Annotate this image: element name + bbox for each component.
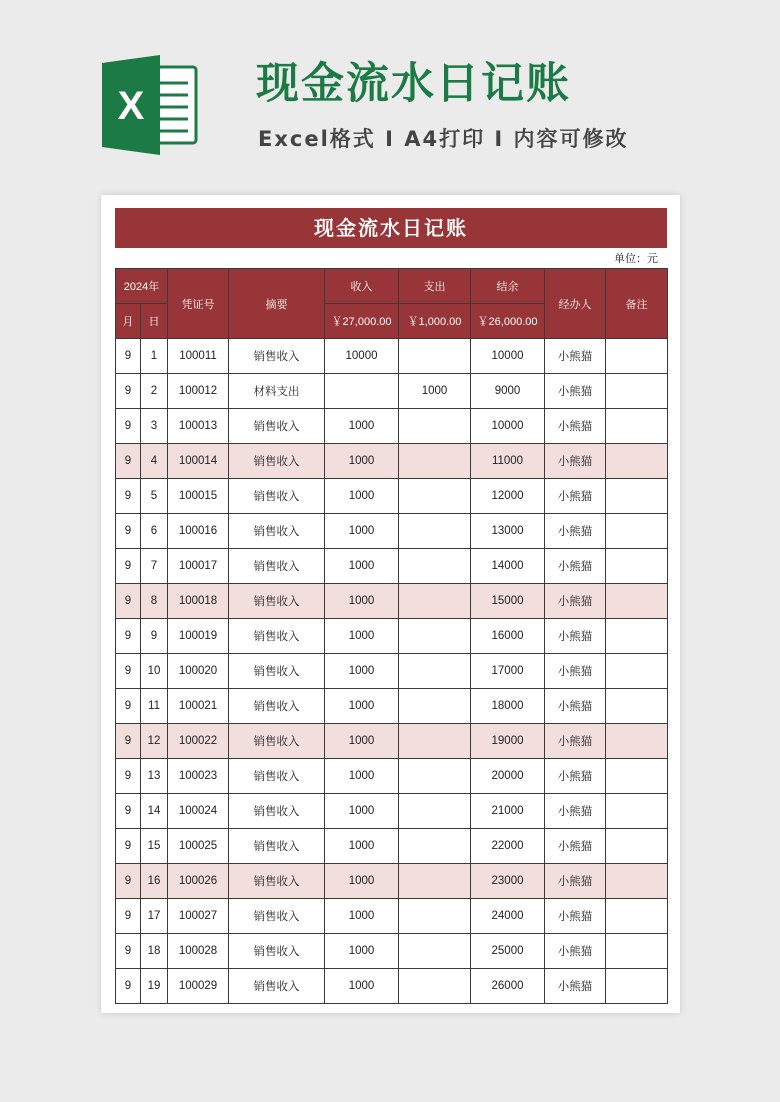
cell-balance[interactable]: 20000 bbox=[471, 759, 545, 794]
header-balance: 结余 bbox=[471, 269, 545, 304]
cell-summary[interactable]: 销售收入 bbox=[229, 619, 325, 654]
cell-balance[interactable]: 23000 bbox=[471, 864, 545, 899]
cell-expense[interactable] bbox=[399, 444, 471, 479]
cell-income[interactable]: 1000 bbox=[325, 654, 399, 689]
table-row bbox=[116, 619, 668, 654]
banner-title: 现金流水日记账 bbox=[256, 59, 571, 109]
cell-income[interactable]: 1000 bbox=[325, 759, 399, 794]
cell-handler[interactable]: 小熊猫 bbox=[545, 549, 606, 584]
cell-handler[interactable]: 小熊猫 bbox=[545, 654, 606, 689]
cell-day[interactable]: 9 bbox=[141, 619, 168, 654]
cell-summary[interactable]: 销售收入 bbox=[229, 444, 325, 479]
table-row bbox=[116, 339, 668, 374]
cell-handler[interactable]: 小熊猫 bbox=[545, 479, 606, 514]
cell-note[interactable] bbox=[606, 584, 668, 619]
cell-balance[interactable]: 26000 bbox=[471, 969, 545, 1004]
cell-handler[interactable]: 小熊猫 bbox=[545, 759, 606, 794]
cell-handler[interactable]: 小熊猫 bbox=[545, 584, 606, 619]
cell-day[interactable]: 3 bbox=[141, 409, 168, 444]
table-row bbox=[116, 794, 668, 829]
excel-logo-icon bbox=[100, 55, 198, 155]
cell-month[interactable]: 9 bbox=[116, 479, 141, 514]
cell-note[interactable] bbox=[606, 724, 668, 759]
cell-balance[interactable]: 13000 bbox=[471, 514, 545, 549]
cell-note[interactable] bbox=[606, 934, 668, 969]
cell-day[interactable]: 11 bbox=[141, 689, 168, 724]
table-row bbox=[116, 864, 668, 899]
ledger-sheet bbox=[101, 195, 680, 1013]
cell-voucher[interactable]: 100011 bbox=[168, 339, 229, 374]
table-row bbox=[116, 969, 668, 1004]
cell-note[interactable] bbox=[606, 514, 668, 549]
cell-income[interactable]: 1000 bbox=[325, 864, 399, 899]
cell-handler[interactable]: 小熊猫 bbox=[545, 374, 606, 409]
cell-day[interactable]: 17 bbox=[141, 899, 168, 934]
cell-note[interactable] bbox=[606, 409, 668, 444]
cell-income[interactable]: 1000 bbox=[325, 829, 399, 864]
cell-handler[interactable]: 小熊猫 bbox=[545, 444, 606, 479]
cell-note[interactable] bbox=[606, 479, 668, 514]
table-row bbox=[116, 549, 668, 584]
table-row bbox=[116, 444, 668, 479]
cell-day[interactable]: 12 bbox=[141, 724, 168, 759]
cell-balance[interactable]: 24000 bbox=[471, 899, 545, 934]
cell-expense[interactable] bbox=[399, 899, 471, 934]
cell-income[interactable]: 10000 bbox=[325, 339, 399, 374]
cell-month[interactable]: 9 bbox=[116, 829, 141, 864]
header-handler: 经办人 bbox=[545, 269, 606, 339]
cell-handler[interactable]: 小熊猫 bbox=[545, 724, 606, 759]
cell-balance[interactable]: 12000 bbox=[471, 479, 545, 514]
cell-income[interactable]: 1000 bbox=[325, 899, 399, 934]
logo-letter: X bbox=[117, 84, 145, 128]
cell-note[interactable] bbox=[606, 864, 668, 899]
cell-expense[interactable] bbox=[399, 969, 471, 1004]
cell-month[interactable]: 9 bbox=[116, 374, 141, 409]
unit-label: 单位：元 bbox=[614, 252, 658, 265]
cell-note[interactable] bbox=[606, 339, 668, 374]
cell-income[interactable]: 1000 bbox=[325, 409, 399, 444]
cell-day[interactable]: 5 bbox=[141, 479, 168, 514]
cell-balance[interactable]: 17000 bbox=[471, 654, 545, 689]
cell-expense[interactable] bbox=[399, 619, 471, 654]
table-row bbox=[116, 409, 668, 444]
header-summary: 摘要 bbox=[229, 269, 325, 339]
cell-voucher[interactable]: 100013 bbox=[168, 409, 229, 444]
cell-voucher[interactable]: 100022 bbox=[168, 724, 229, 759]
cell-note[interactable] bbox=[606, 829, 668, 864]
expense-total: ￥1,000.00 bbox=[399, 304, 471, 339]
cell-balance[interactable]: 14000 bbox=[471, 549, 545, 584]
cell-day[interactable]: 18 bbox=[141, 934, 168, 969]
cell-day[interactable]: 6 bbox=[141, 514, 168, 549]
cell-voucher[interactable]: 100019 bbox=[168, 619, 229, 654]
cell-balance[interactable]: 16000 bbox=[471, 619, 545, 654]
cell-voucher[interactable]: 100025 bbox=[168, 829, 229, 864]
cell-summary[interactable]: 销售收入 bbox=[229, 584, 325, 619]
cell-handler[interactable]: 小熊猫 bbox=[545, 864, 606, 899]
cell-summary[interactable]: 销售收入 bbox=[229, 654, 325, 689]
cell-expense[interactable] bbox=[399, 864, 471, 899]
cell-summary[interactable]: 销售收入 bbox=[229, 794, 325, 829]
cell-income[interactable]: 1000 bbox=[325, 584, 399, 619]
cell-income[interactable] bbox=[325, 374, 399, 409]
cell-voucher[interactable]: 100021 bbox=[168, 689, 229, 724]
banner-subtitle: Excel格式 I A4打印 I 内容可修改 bbox=[258, 127, 629, 151]
cell-balance[interactable]: 10000 bbox=[471, 339, 545, 374]
cell-handler[interactable]: 小熊猫 bbox=[545, 794, 606, 829]
cell-note[interactable] bbox=[606, 899, 668, 934]
cell-summary[interactable]: 销售收入 bbox=[229, 549, 325, 584]
cell-voucher[interactable]: 100017 bbox=[168, 549, 229, 584]
cell-note[interactable] bbox=[606, 619, 668, 654]
cell-income[interactable]: 1000 bbox=[325, 619, 399, 654]
cell-note[interactable] bbox=[606, 549, 668, 584]
cell-month[interactable]: 9 bbox=[116, 724, 141, 759]
income-total: ￥27,000.00 bbox=[325, 304, 399, 339]
cell-voucher[interactable]: 100020 bbox=[168, 654, 229, 689]
cell-expense[interactable] bbox=[399, 934, 471, 969]
cell-note[interactable] bbox=[606, 374, 668, 409]
header-note: 备注 bbox=[606, 269, 668, 339]
cell-month[interactable]: 9 bbox=[116, 584, 141, 619]
cell-voucher[interactable]: 100026 bbox=[168, 864, 229, 899]
sheet-title: 现金流水日记账 bbox=[115, 208, 667, 248]
cell-expense[interactable] bbox=[399, 829, 471, 864]
cell-month[interactable]: 9 bbox=[116, 444, 141, 479]
cell-summary[interactable]: 销售收入 bbox=[229, 724, 325, 759]
cell-expense[interactable] bbox=[399, 584, 471, 619]
cell-handler[interactable]: 小熊猫 bbox=[545, 514, 606, 549]
header-expense: 支出 bbox=[399, 269, 471, 304]
header-day: 日 bbox=[141, 304, 168, 339]
cell-summary[interactable]: 销售收入 bbox=[229, 969, 325, 1004]
cell-expense[interactable] bbox=[399, 409, 471, 444]
cell-month[interactable]: 9 bbox=[116, 514, 141, 549]
cell-handler[interactable]: 小熊猫 bbox=[545, 969, 606, 1004]
cell-voucher[interactable]: 100029 bbox=[168, 969, 229, 1004]
table-row bbox=[116, 899, 668, 934]
cell-expense[interactable] bbox=[399, 724, 471, 759]
header-income: 收入 bbox=[325, 269, 399, 304]
cell-summary[interactable]: 销售收入 bbox=[229, 899, 325, 934]
cell-handler[interactable]: 小熊猫 bbox=[545, 934, 606, 969]
cell-month[interactable]: 9 bbox=[116, 619, 141, 654]
cell-voucher[interactable]: 100027 bbox=[168, 899, 229, 934]
cell-balance[interactable]: 10000 bbox=[471, 409, 545, 444]
cell-day[interactable]: 15 bbox=[141, 829, 168, 864]
cell-income[interactable]: 1000 bbox=[325, 514, 399, 549]
cell-voucher[interactable]: 100014 bbox=[168, 444, 229, 479]
cell-day[interactable]: 2 bbox=[141, 374, 168, 409]
cell-month[interactable]: 9 bbox=[116, 409, 141, 444]
cell-note[interactable] bbox=[606, 969, 668, 1004]
cell-summary[interactable]: 销售收入 bbox=[229, 409, 325, 444]
cell-month[interactable]: 9 bbox=[116, 339, 141, 374]
table-row bbox=[116, 724, 668, 759]
cell-month[interactable]: 9 bbox=[116, 759, 141, 794]
cell-note[interactable] bbox=[606, 654, 668, 689]
cell-balance[interactable]: 15000 bbox=[471, 584, 545, 619]
cell-day[interactable]: 19 bbox=[141, 969, 168, 1004]
cell-voucher[interactable]: 100015 bbox=[168, 479, 229, 514]
cell-voucher[interactable]: 100016 bbox=[168, 514, 229, 549]
cell-summary[interactable]: 销售收入 bbox=[229, 829, 325, 864]
cell-voucher[interactable]: 100028 bbox=[168, 934, 229, 969]
table-row bbox=[116, 584, 668, 619]
cell-balance[interactable]: 21000 bbox=[471, 794, 545, 829]
cell-note[interactable] bbox=[606, 689, 668, 724]
cell-summary[interactable]: 销售收入 bbox=[229, 689, 325, 724]
cell-note[interactable] bbox=[606, 759, 668, 794]
table-row bbox=[116, 759, 668, 794]
cell-income[interactable]: 1000 bbox=[325, 444, 399, 479]
cash-ledger-table bbox=[115, 268, 668, 1004]
cell-balance[interactable]: 9000 bbox=[471, 374, 545, 409]
cell-day[interactable]: 13 bbox=[141, 759, 168, 794]
cell-expense[interactable] bbox=[399, 654, 471, 689]
cell-summary[interactable]: 销售收入 bbox=[229, 934, 325, 969]
balance-total: ￥26,000.00 bbox=[471, 304, 545, 339]
cell-handler[interactable]: 小熊猫 bbox=[545, 339, 606, 374]
cell-month[interactable]: 9 bbox=[116, 864, 141, 899]
cell-day[interactable]: 7 bbox=[141, 549, 168, 584]
table-row bbox=[116, 689, 668, 724]
table-row bbox=[116, 654, 668, 689]
cell-month[interactable]: 9 bbox=[116, 549, 141, 584]
cell-handler[interactable]: 小熊猫 bbox=[545, 409, 606, 444]
table-row bbox=[116, 934, 668, 969]
ledger-body bbox=[116, 339, 668, 1004]
cell-voucher[interactable]: 100012 bbox=[168, 374, 229, 409]
header-month: 月 bbox=[116, 304, 141, 339]
cell-month[interactable]: 9 bbox=[116, 794, 141, 829]
table-row bbox=[116, 374, 668, 409]
cell-balance[interactable]: 22000 bbox=[471, 829, 545, 864]
cell-voucher[interactable]: 100024 bbox=[168, 794, 229, 829]
header-voucher: 凭证号 bbox=[168, 269, 229, 339]
cell-income[interactable]: 1000 bbox=[325, 794, 399, 829]
cell-expense[interactable] bbox=[399, 689, 471, 724]
cell-voucher[interactable]: 100023 bbox=[168, 759, 229, 794]
cell-expense[interactable] bbox=[399, 549, 471, 584]
cell-summary[interactable]: 销售收入 bbox=[229, 864, 325, 899]
cell-balance[interactable]: 25000 bbox=[471, 934, 545, 969]
cell-balance[interactable]: 19000 bbox=[471, 724, 545, 759]
cell-summary[interactable]: 材料支出 bbox=[229, 374, 325, 409]
cell-expense[interactable] bbox=[399, 339, 471, 374]
cell-voucher[interactable]: 100018 bbox=[168, 584, 229, 619]
table-row bbox=[116, 829, 668, 864]
cell-day[interactable]: 14 bbox=[141, 794, 168, 829]
cell-expense[interactable] bbox=[399, 479, 471, 514]
header-year: 2024年 bbox=[116, 269, 168, 304]
cell-balance[interactable]: 18000 bbox=[471, 689, 545, 724]
cell-expense[interactable] bbox=[399, 514, 471, 549]
cell-expense[interactable] bbox=[399, 759, 471, 794]
cell-month[interactable]: 9 bbox=[116, 654, 141, 689]
cell-day[interactable]: 4 bbox=[141, 444, 168, 479]
cell-income[interactable]: 1000 bbox=[325, 934, 399, 969]
cell-income[interactable]: 1000 bbox=[325, 549, 399, 584]
table-row bbox=[116, 479, 668, 514]
cell-income[interactable]: 1000 bbox=[325, 689, 399, 724]
cell-day[interactable]: 1 bbox=[141, 339, 168, 374]
cell-handler[interactable]: 小熊猫 bbox=[545, 829, 606, 864]
cell-handler[interactable]: 小熊猫 bbox=[545, 689, 606, 724]
cell-expense[interactable]: 1000 bbox=[399, 374, 471, 409]
cell-income[interactable]: 1000 bbox=[325, 969, 399, 1004]
cell-month[interactable]: 9 bbox=[116, 934, 141, 969]
cell-month[interactable]: 9 bbox=[116, 969, 141, 1004]
cell-month[interactable]: 9 bbox=[116, 689, 141, 724]
cell-summary[interactable]: 销售收入 bbox=[229, 339, 325, 374]
cell-summary[interactable]: 销售收入 bbox=[229, 514, 325, 549]
cell-note[interactable] bbox=[606, 444, 668, 479]
cell-income[interactable]: 1000 bbox=[325, 724, 399, 759]
cell-summary[interactable]: 销售收入 bbox=[229, 479, 325, 514]
cell-day[interactable]: 16 bbox=[141, 864, 168, 899]
cell-note[interactable] bbox=[606, 794, 668, 829]
cell-expense[interactable] bbox=[399, 794, 471, 829]
cell-day[interactable]: 10 bbox=[141, 654, 168, 689]
cell-balance[interactable]: 11000 bbox=[471, 444, 545, 479]
table-row bbox=[116, 514, 668, 549]
cell-handler[interactable]: 小熊猫 bbox=[545, 619, 606, 654]
cell-summary[interactable]: 销售收入 bbox=[229, 759, 325, 794]
cell-day[interactable]: 8 bbox=[141, 584, 168, 619]
cell-income[interactable]: 1000 bbox=[325, 479, 399, 514]
cell-handler[interactable]: 小熊猫 bbox=[545, 899, 606, 934]
cell-month[interactable]: 9 bbox=[116, 899, 141, 934]
